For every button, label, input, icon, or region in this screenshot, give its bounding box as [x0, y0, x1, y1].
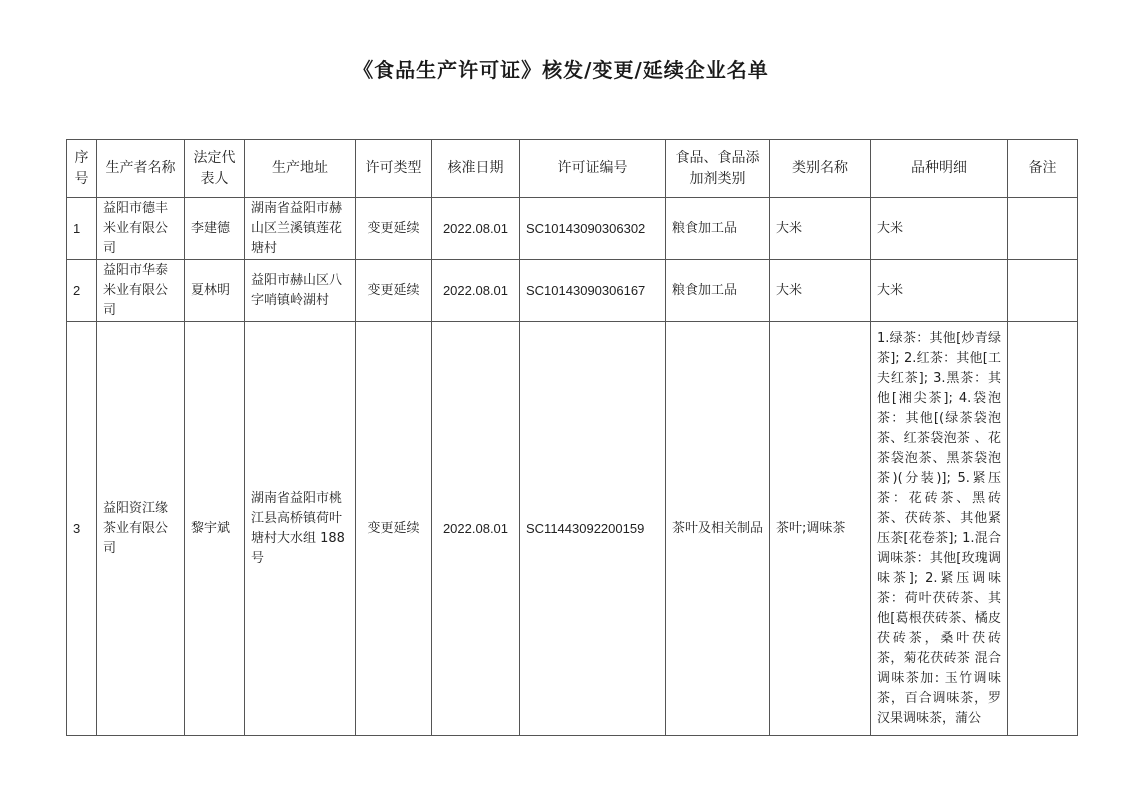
cell-producer: 益阳资江缘茶业有限公司 [97, 322, 185, 736]
enterprise-list-table [66, 139, 1078, 736]
header-license-type: 许可类型 [356, 140, 432, 198]
cell-approval-date: 2022.08.01 [432, 198, 520, 260]
header-producer: 生产者名称 [97, 140, 185, 198]
cell-category-name: 大米 [770, 198, 871, 260]
cell-license-type: 变更延续 [356, 198, 432, 260]
cell-food-category: 粮食加工品 [666, 260, 770, 322]
cell-license-type: 变更延续 [356, 260, 432, 322]
cell-legal-rep: 黎宇斌 [185, 322, 245, 736]
cell-no: 3 [67, 322, 97, 736]
document-title: 《食品生产许可证》核发/变更/延续企业名单 [353, 58, 769, 82]
cell-no: 1 [67, 198, 97, 260]
cell-license-no: SC11443092200159 [520, 322, 666, 736]
cell-legal-rep: 夏林明 [185, 260, 245, 322]
cell-no: 2 [67, 260, 97, 322]
table-header-row [67, 140, 1078, 198]
header-approval-date: 核准日期 [432, 140, 520, 198]
cell-address: 益阳市赫山区八字哨镇岭湖村 [245, 260, 356, 322]
header-remark: 备注 [1008, 140, 1078, 198]
cell-producer: 益阳市德丰米业有限公司 [97, 198, 185, 260]
table-row [67, 260, 1078, 322]
cell-approval-date: 2022.08.01 [432, 260, 520, 322]
cell-approval-date: 2022.08.01 [432, 322, 520, 736]
cell-food-category: 茶叶及相关制品 [666, 322, 770, 736]
header-no: 序号 [67, 140, 97, 198]
header-address: 生产地址 [245, 140, 356, 198]
cell-address: 湖南省益阳市桃江县高桥镇荷叶塘村大水组 188 号 [245, 322, 356, 736]
table-row [67, 198, 1078, 260]
header-food-category: 食品、食品添加剂类别 [666, 140, 770, 198]
cell-address: 湖南省益阳市赫山区兰溪镇莲花塘村 [245, 198, 356, 260]
header-license-no: 许可证编号 [520, 140, 666, 198]
cell-license-no: SC10143090306302 [520, 198, 666, 260]
cell-category-name: 茶叶;调味茶 [770, 322, 871, 736]
cell-license-no: SC10143090306167 [520, 260, 666, 322]
cell-remark [1008, 198, 1078, 260]
cell-variety-detail: 大米 [871, 260, 1008, 322]
cell-remark [1008, 260, 1078, 322]
cell-variety-detail: 1.绿茶：其他[炒青绿茶]; 2.红茶：其他[工夫红茶]; 3.黑茶：其他[湘尖茶]; 4.袋泡茶：其他[(绿茶袋泡茶、红茶袋泡茶 、花茶袋泡茶、黑茶袋泡茶)(分装)]; 5.紧压茶：花砖茶、黑砖茶、茯砖茶、其他紧压茶[花卷茶]; 1.混合调味茶：其他[玫瑰调味茶]; 2.紧压调味茶：荷叶茯砖茶、其他[葛根茯砖茶、橘皮茯砖茶，桑叶茯砖茶，菊花茯砖茶 混合调味茶加: 玉竹调味茶，百合调味茶，罗汉果调味茶，蒲公 [871, 322, 1008, 736]
cell-category-name: 大米 [770, 260, 871, 322]
cell-producer: 益阳市华泰米业有限公司 [97, 260, 185, 322]
table-row [67, 322, 1078, 736]
header-category-name: 类别名称 [770, 140, 871, 198]
cell-variety-detail: 大米 [871, 198, 1008, 260]
cell-license-type: 变更延续 [356, 322, 432, 736]
cell-food-category: 粮食加工品 [666, 198, 770, 260]
header-variety-detail: 品种明细 [871, 140, 1008, 198]
header-legal-rep: 法定代表人 [185, 140, 245, 198]
cell-remark [1008, 322, 1078, 736]
cell-legal-rep: 李建德 [185, 198, 245, 260]
